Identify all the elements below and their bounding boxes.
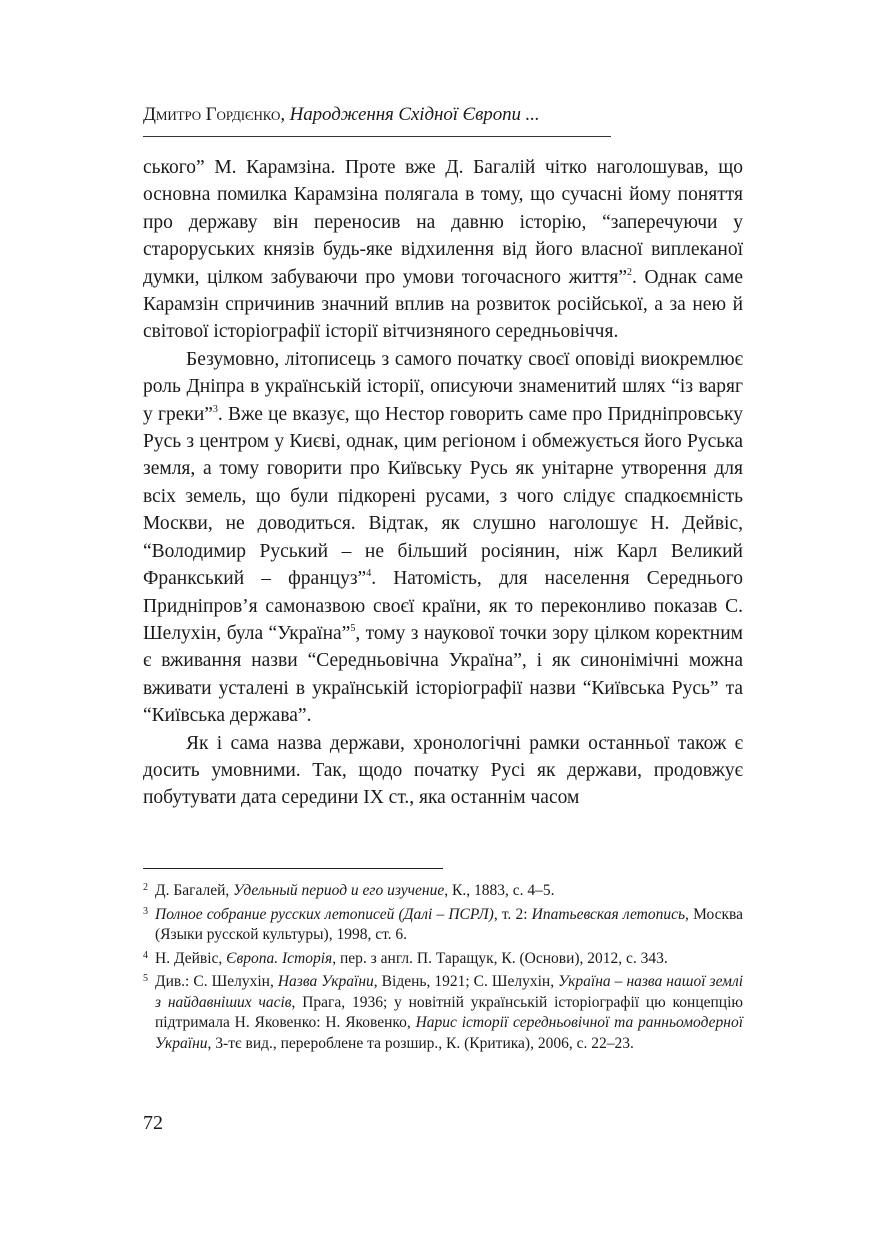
footnote-2 bbox=[143, 881, 743, 902]
header-separator: , bbox=[280, 104, 290, 125]
paragraph-2-text-b: . Вже це вказує, що Нестор говорить саме про Придніпровську Русь з центром у Києві, однак, цим регіоном і обмежується його Руська земля, а тому говорити про Київську Русь як унітарне утворення для всіх земель, що були підкорені русами, з чого слідує спадкоємність Москви, не доводиться. Відтак, як слушно наголошує Н. Дейвіс, “Володимир Руський – не більший росіянин, ніж Карл Великий Франкський – француз” bbox=[143, 403, 744, 590]
footnote-text-part: , Москва (Языки русской культуры), 1998, ст. 6. bbox=[155, 905, 743, 943]
footnote-italic-title: Полное собрание русских летописей (Далі – ПСРЛ) bbox=[155, 905, 494, 923]
running-header bbox=[143, 104, 611, 126]
footnote-text bbox=[155, 949, 743, 970]
footnotes bbox=[143, 881, 743, 1057]
footnote-text-part: , Прага, 1936; у новітній українській історіографії цю концепцію підтримала Н. Яковенко: Н. Яковенко, bbox=[155, 993, 743, 1031]
header-author: Дмитро Гордієнко bbox=[143, 104, 281, 125]
footnote-text-part: Д. Багалей, bbox=[155, 882, 234, 899]
paragraph-2-text-a: Безумовно, літописець з самого початку своєї оповіді виокремлює роль Дніпра в українській історії, описуючи знаменитий шлях “із варяг у греки” bbox=[143, 348, 743, 425]
page-number: 72 bbox=[143, 1112, 163, 1134]
footnote-separator bbox=[143, 868, 443, 869]
footnote-3 bbox=[143, 905, 743, 946]
footnote-text-part: , Відень, 1921; С. Шелухін, bbox=[373, 973, 559, 990]
paragraph-2-text-c: . Натомість, для населення Середнього Придніпров’я самоназвою своєї країни, як то переконливо показав С. Шелухін, була “Україна” bbox=[143, 568, 743, 644]
footnote-text-part: , пер. з англ. П. Таращук, К. (Основи), 2012, с. 343. bbox=[332, 949, 668, 967]
footnote-italic-title: Ипатьевская летопись bbox=[531, 905, 686, 923]
footnote-number: 2 bbox=[143, 882, 148, 893]
footnote-italic-title: Назва України bbox=[277, 973, 374, 990]
footnote-ref-2: 2 bbox=[626, 266, 632, 278]
footnote-4 bbox=[143, 949, 743, 970]
footnote-text bbox=[155, 881, 743, 902]
footnote-text-part: , К., 1883, с. 4–5. bbox=[444, 882, 555, 899]
header-rule bbox=[143, 136, 611, 137]
footnote-number: 5 bbox=[143, 973, 148, 984]
paragraph-1 bbox=[143, 154, 743, 346]
footnote-number: 3 bbox=[143, 905, 148, 917]
paragraph-1-text-a: ського” М. Карамзіна. Проте вже Д. Багалій чітко наголошував, що основна помилка Карамзіна полягала в тому, що сучасні йому поняття про державу він переносив на давню історію, “заперечуючи у староруських князів будь-яке відхилення від його власної виплеканої думки, цілком забуваючи про умови тогочасного життя” bbox=[143, 157, 743, 288]
header-title: Народження Східної Європи ... bbox=[289, 104, 540, 125]
footnote-text-part: , т. 2: bbox=[493, 905, 532, 923]
footnote-ref-4: 4 bbox=[366, 568, 372, 580]
footnote-5 bbox=[143, 972, 743, 1054]
footnote-italic-title: Україна – назва нашої землі з найдавніших часів bbox=[155, 973, 744, 1011]
footnote-text bbox=[155, 972, 743, 1054]
footnote-italic-title: Європа. Історія bbox=[226, 949, 333, 967]
main-text bbox=[143, 154, 743, 812]
paragraph-2 bbox=[143, 346, 743, 730]
paragraph-1-text-b: . Однак саме Карамзін спричинив значний вплив на розвиток російської, а за нею й світової історіографії історії вітчизняного середньовіччя. bbox=[143, 266, 744, 343]
footnote-text-part: Див.: С. Шелухін, bbox=[155, 973, 278, 990]
footnote-italic-title: Нарис історії середньовічної та ранньомодерної України bbox=[155, 1014, 743, 1052]
footnote-text-part: , 3-тє вид., перероблене та розшир., К. (Критика), 2006, с. 22–23. bbox=[207, 1034, 634, 1052]
footnote-text bbox=[155, 905, 743, 946]
footnote-italic-title: Удельный период и его изучение bbox=[233, 882, 445, 899]
footnote-number: 4 bbox=[143, 949, 148, 961]
footnote-ref-3: 3 bbox=[212, 403, 218, 415]
footnote-text-part: Н. Дейвіс, bbox=[155, 949, 227, 967]
paragraph-3: Як і сама назва держави, хронологічні рамки останньої також є досить умовними. Так, щодо початку Русі як держави, продовжує побутувати дата середини IX ст., яка останнім часом bbox=[143, 732, 743, 809]
paragraph-2-text-d: , тому з наукової точки зору цілком коректним є вживання назви “Середньовічна Україна”, і як синонімічні можна вживати усталені в українській історіографії назви “Київська Русь” та “Київська держава”. bbox=[143, 622, 743, 727]
footnote-ref-5: 5 bbox=[350, 622, 356, 634]
